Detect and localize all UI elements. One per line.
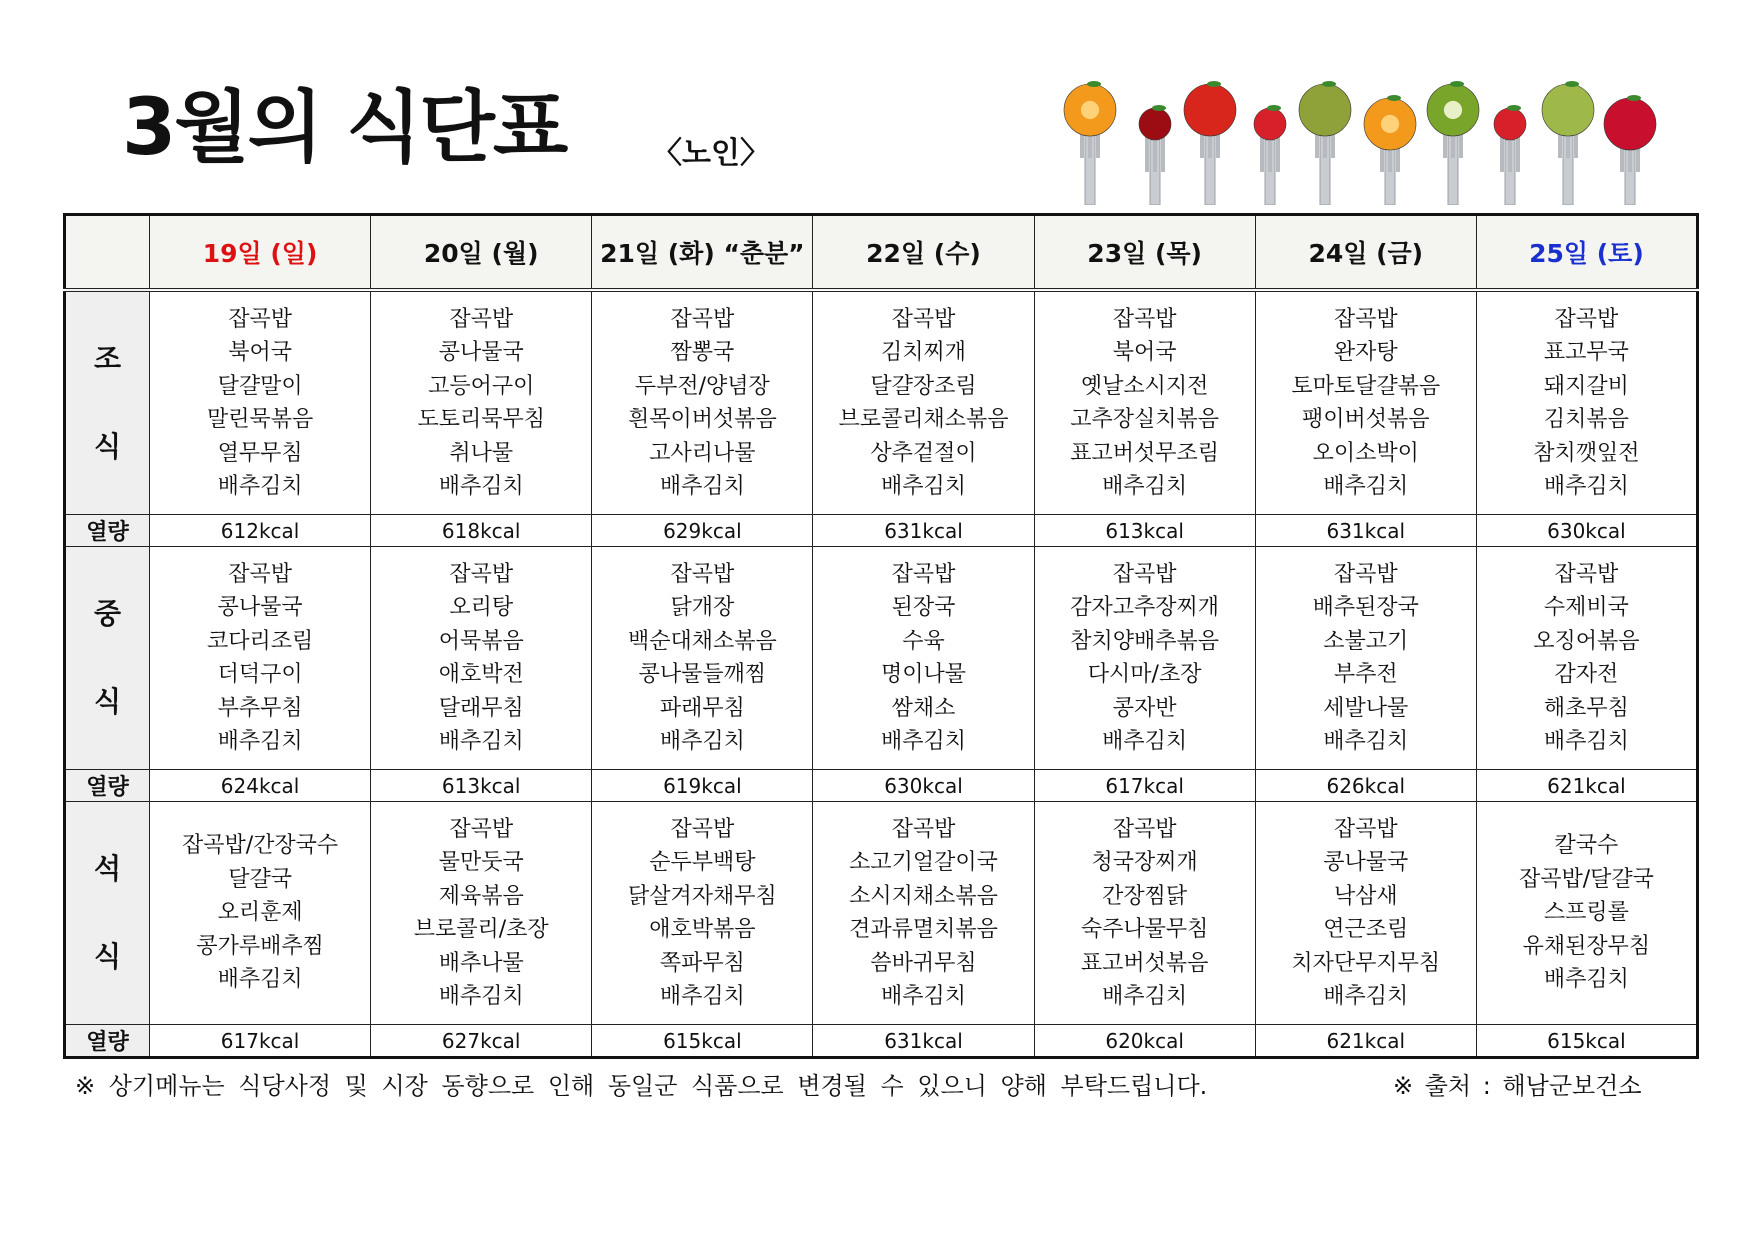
meal-label-bottom: 식 bbox=[93, 430, 122, 463]
dish-item: 고사리나물 bbox=[649, 440, 756, 466]
dish-item: 잡곡밥 bbox=[670, 561, 735, 587]
dish-item: 배추김치 bbox=[1102, 984, 1188, 1009]
kcal-value: 630kcal bbox=[1476, 515, 1697, 547]
source-note: ※ 출처 : 해남군보건소 bbox=[1393, 1072, 1642, 1100]
dish-item: 흰목이버섯볶음 bbox=[627, 407, 777, 432]
meal-label bbox=[65, 290, 150, 515]
dish-item: 낙삼새 bbox=[1333, 883, 1398, 909]
dish-item: 북어국 bbox=[1112, 340, 1177, 365]
kcal-value: 629kcal bbox=[592, 515, 813, 547]
dish-item: 배추김치 bbox=[1323, 984, 1409, 1009]
dish-item: 달걀장조림 bbox=[870, 373, 977, 399]
kiwi-icon bbox=[1427, 81, 1479, 205]
dish-item: 취나물 bbox=[449, 440, 514, 466]
dish-item: 참치깻잎전 bbox=[1533, 440, 1640, 466]
dish-item: 잡곡밥 bbox=[1333, 561, 1398, 587]
dish-item: 김치볶음 bbox=[1543, 407, 1629, 432]
menu-cell bbox=[371, 802, 592, 1025]
dish-item: 잡곡밥/간장국수 bbox=[181, 833, 339, 859]
kcal-value: 613kcal bbox=[1034, 515, 1255, 547]
dish-item: 칼국수 bbox=[1554, 833, 1619, 859]
dish-item: 배추나물 bbox=[438, 950, 524, 976]
dish-item: 잡곡밥 bbox=[449, 816, 514, 842]
dish-item: 닭살겨자채무침 bbox=[627, 883, 777, 909]
dish-item: 완자탕 bbox=[1333, 340, 1398, 365]
dish-item: 물만둣국 bbox=[438, 850, 524, 875]
meal-label-top: 조 bbox=[93, 342, 122, 375]
dish-item: 브로콜리채소볶음 bbox=[838, 407, 1009, 432]
menu-cell bbox=[1255, 802, 1476, 1025]
kcal-value: 630kcal bbox=[813, 770, 1034, 802]
dish-item: 배추김치 bbox=[1102, 729, 1188, 754]
kcal-label: 열량 bbox=[65, 770, 150, 802]
dish-item: 짬뽕국 bbox=[670, 340, 735, 365]
dish-item: 콩자반 bbox=[1112, 695, 1177, 721]
pickle-icon bbox=[1299, 81, 1351, 205]
kcal-value: 618kcal bbox=[371, 515, 592, 547]
dish-item: 감자고추장찌개 bbox=[1070, 595, 1220, 620]
menu-cell bbox=[1255, 547, 1476, 770]
dish-item: 백순대채소볶음 bbox=[627, 628, 777, 654]
dish-item: 잡곡밥 bbox=[228, 306, 292, 332]
meal-label-top: 석 bbox=[93, 852, 122, 885]
dish-item: 세발나물 bbox=[1323, 695, 1409, 721]
menu-cell bbox=[813, 290, 1034, 515]
dish-item: 배추김치 bbox=[1543, 729, 1629, 754]
menu-cell bbox=[1476, 802, 1697, 1025]
menu-cell bbox=[813, 802, 1034, 1025]
kcal-label: 열량 bbox=[65, 1025, 150, 1058]
dish-item: 배추김치 bbox=[880, 729, 966, 754]
dish-item: 견과류멸치볶음 bbox=[849, 917, 998, 942]
kcal-value: 631kcal bbox=[813, 1025, 1034, 1058]
meal-label bbox=[65, 802, 150, 1025]
meal-row bbox=[65, 290, 1698, 515]
dish-item: 표고무국 bbox=[1543, 340, 1629, 365]
menu-cell bbox=[1034, 802, 1255, 1025]
strawberry-icon bbox=[1494, 105, 1526, 205]
menu-cell bbox=[813, 547, 1034, 770]
dish-item: 상추겉절이 bbox=[870, 440, 977, 466]
dish-item: 도토리묵무침 bbox=[417, 407, 545, 432]
dish-item: 명이나물 bbox=[880, 662, 966, 687]
dish-item: 스프링롤 bbox=[1543, 900, 1629, 926]
dish-item: 배추김치 bbox=[1323, 474, 1409, 499]
menu-cell bbox=[150, 547, 371, 770]
dish-item: 달래무침 bbox=[438, 695, 524, 721]
dish-item: 어묵볶음 bbox=[438, 628, 524, 654]
dish-item: 돼지갈비 bbox=[1543, 373, 1629, 399]
dish-item: 씀바귀무침 bbox=[870, 950, 977, 976]
dish-item: 배추김치 bbox=[438, 729, 524, 754]
kcal-value: 626kcal bbox=[1255, 770, 1476, 802]
dish-item: 김치찌개 bbox=[880, 340, 966, 365]
dish-item: 잡곡밥/달걀국 bbox=[1518, 866, 1654, 892]
corner-cell bbox=[65, 215, 150, 291]
dish-item: 오리탕 bbox=[449, 595, 514, 620]
dish-item: 더덕구이 bbox=[217, 662, 303, 687]
kcal-row bbox=[65, 1025, 1698, 1058]
dish-item: 배추김치 bbox=[1323, 729, 1409, 754]
kcal-value: 617kcal bbox=[1034, 770, 1255, 802]
cherry-icon bbox=[1139, 105, 1171, 205]
dish-item: 달걀국 bbox=[228, 866, 292, 892]
menu-change-note: ※ 상기메뉴는 식당사정 및 시장 동향으로 인해 동일군 식품으로 변경될 수 있으니 양해 부탁드립니다. bbox=[75, 1072, 1208, 1100]
dish-item: 잡곡밥 bbox=[449, 561, 514, 587]
page-subtitle: 〈노인〉 bbox=[652, 136, 770, 171]
dish-item: 부추전 bbox=[1333, 662, 1398, 687]
menu-cell bbox=[150, 802, 371, 1025]
dish-item: 수제비국 bbox=[1543, 595, 1629, 620]
meal-label bbox=[65, 547, 150, 770]
kcal-value: 617kcal bbox=[150, 1025, 371, 1058]
dish-item: 브로콜리/초장 bbox=[413, 917, 549, 942]
dish-item: 제육볶음 bbox=[438, 883, 524, 909]
dish-item: 배추김치 bbox=[1543, 474, 1629, 499]
menu-cell bbox=[592, 290, 813, 515]
kcal-value: 627kcal bbox=[371, 1025, 592, 1058]
dish-item: 표고버섯무조림 bbox=[1070, 440, 1220, 466]
dish-item: 잡곡밥 bbox=[1554, 306, 1619, 332]
fruit-forks-illustration bbox=[1060, 70, 1700, 205]
dish-item: 오리훈제 bbox=[217, 900, 303, 926]
day-header: 22일 (수) bbox=[813, 215, 1034, 291]
dish-item: 잡곡밥 bbox=[1554, 561, 1619, 587]
day-header: 20일 (월) bbox=[371, 215, 592, 291]
kcal-value: 612kcal bbox=[150, 515, 371, 547]
orange-slice-icon bbox=[1364, 95, 1416, 205]
day-header: 25일 (토) bbox=[1476, 215, 1697, 291]
dish-item: 부추무침 bbox=[217, 695, 303, 721]
menu-cell bbox=[1476, 547, 1697, 770]
dish-item: 잡곡밥 bbox=[1333, 816, 1398, 842]
dish-item: 애호박전 bbox=[438, 662, 524, 687]
dish-item: 달걀말이 bbox=[217, 373, 303, 399]
dish-item: 해초무침 bbox=[1543, 695, 1629, 721]
kcal-value: 624kcal bbox=[150, 770, 371, 802]
dish-item: 배추김치 bbox=[659, 729, 745, 754]
dish-item: 말린묵볶음 bbox=[206, 407, 314, 432]
day-header: 24일 (금) bbox=[1255, 215, 1476, 291]
kcal-value: 631kcal bbox=[813, 515, 1034, 547]
menu-table bbox=[63, 213, 1699, 1059]
dish-item: 토마토달걀볶음 bbox=[1291, 373, 1441, 399]
dish-item: 애호박볶음 bbox=[649, 917, 756, 942]
kcal-value: 615kcal bbox=[1476, 1025, 1697, 1058]
dish-item: 배추된장국 bbox=[1312, 595, 1419, 620]
dish-item: 잡곡밥 bbox=[891, 561, 956, 587]
dish-item: 잡곡밥 bbox=[670, 816, 735, 842]
dish-item: 연근조림 bbox=[1323, 917, 1409, 942]
dish-item: 콩나물국 bbox=[438, 340, 524, 365]
meal-row bbox=[65, 547, 1698, 770]
dish-item: 잡곡밥 bbox=[1333, 306, 1398, 332]
dish-item: 북어국 bbox=[228, 340, 292, 365]
page-title: 3월의 식단표 bbox=[122, 83, 567, 173]
dish-item: 잡곡밥 bbox=[228, 561, 292, 587]
kcal-label: 열량 bbox=[65, 515, 150, 547]
meal-label-bottom: 식 bbox=[93, 940, 122, 973]
dish-item: 배추김치 bbox=[1102, 474, 1188, 499]
dish-item: 배추김치 bbox=[880, 474, 966, 499]
dish-item: 치자단무지무침 bbox=[1291, 950, 1441, 976]
dish-item: 잡곡밥 bbox=[891, 306, 956, 332]
kcal-value: 631kcal bbox=[1255, 515, 1476, 547]
dish-item: 청국장찌개 bbox=[1091, 850, 1198, 875]
dish-item: 배추김치 bbox=[880, 984, 966, 1009]
dish-item: 소불고기 bbox=[1323, 628, 1409, 654]
dish-item: 잡곡밥 bbox=[1112, 561, 1177, 587]
dish-item: 옛날소시지전 bbox=[1080, 373, 1209, 399]
strawberry-icon bbox=[1254, 105, 1286, 205]
dish-item: 배추김치 bbox=[659, 474, 745, 499]
dish-item: 쪽파무침 bbox=[659, 950, 745, 976]
kcal-value: 619kcal bbox=[592, 770, 813, 802]
meal-row bbox=[65, 802, 1698, 1025]
dish-item: 배추김치 bbox=[1543, 967, 1629, 993]
dish-item: 배추김치 bbox=[659, 984, 745, 1009]
kcal-value: 621kcal bbox=[1476, 770, 1697, 802]
dish-item: 배추김치 bbox=[217, 729, 303, 754]
cucumber-icon bbox=[1542, 81, 1594, 205]
dish-item: 콩나물국 bbox=[1323, 850, 1409, 875]
dish-item: 코다리조림 bbox=[206, 628, 314, 654]
dish-item: 소시지채소볶음 bbox=[849, 883, 998, 909]
dish-item: 파래무침 bbox=[659, 695, 745, 721]
dish-item: 배추김치 bbox=[438, 474, 524, 499]
dish-item: 잡곡밥 bbox=[670, 306, 735, 332]
kcal-row bbox=[65, 770, 1698, 802]
dish-item: 오이소박이 bbox=[1312, 440, 1419, 466]
radish-icon bbox=[1604, 95, 1656, 205]
menu-cell bbox=[592, 802, 813, 1025]
dish-item: 소고기얼갈이국 bbox=[849, 850, 998, 875]
kcal-value: 620kcal bbox=[1034, 1025, 1255, 1058]
kcal-value: 615kcal bbox=[592, 1025, 813, 1058]
day-header: 23일 (목) bbox=[1034, 215, 1255, 291]
menu-cell bbox=[371, 547, 592, 770]
dish-item: 콩나물국 bbox=[217, 595, 303, 620]
day-header: 19일 (일) bbox=[150, 215, 371, 291]
header-row bbox=[65, 215, 1698, 291]
dish-item: 열무무침 bbox=[217, 440, 303, 466]
dish-item: 콩가루배추찜 bbox=[196, 933, 324, 959]
dish-item: 배추김치 bbox=[217, 967, 303, 993]
dish-item: 잡곡밥 bbox=[891, 816, 956, 842]
dish-item: 쌈채소 bbox=[891, 695, 956, 721]
menu-cell bbox=[1034, 547, 1255, 770]
dish-item: 잡곡밥 bbox=[449, 306, 514, 332]
dish-item: 잡곡밥 bbox=[1112, 306, 1177, 332]
kcal-value: 613kcal bbox=[371, 770, 592, 802]
dish-item: 유채된장무침 bbox=[1522, 933, 1651, 959]
dish-item: 된장국 bbox=[891, 595, 956, 620]
kcal-value: 621kcal bbox=[1255, 1025, 1476, 1058]
menu-cell bbox=[1255, 290, 1476, 515]
kcal-row bbox=[65, 515, 1698, 547]
dish-item: 잡곡밥 bbox=[1112, 816, 1177, 842]
meal-label-top: 중 bbox=[93, 597, 122, 630]
dish-item: 배추김치 bbox=[217, 474, 303, 499]
dish-item: 다시마/초장 bbox=[1087, 662, 1202, 687]
menu-cell bbox=[1034, 290, 1255, 515]
dish-item: 간장찜닭 bbox=[1102, 883, 1188, 909]
dish-item: 배추김치 bbox=[438, 984, 524, 1009]
dish-item: 숙주나물무침 bbox=[1080, 917, 1209, 942]
orange-slice-icon bbox=[1064, 81, 1116, 205]
dish-item: 감자전 bbox=[1554, 662, 1619, 687]
day-header: 21일 (화) “춘분” bbox=[592, 215, 813, 291]
dish-item: 표고버섯볶음 bbox=[1080, 950, 1209, 976]
tomato-icon bbox=[1184, 81, 1236, 205]
dish-item: 콩나물들깨찜 bbox=[638, 662, 767, 687]
dish-item: 순두부백탕 bbox=[649, 850, 756, 875]
menu-cell bbox=[150, 290, 371, 515]
dish-item: 두부전/양념장 bbox=[634, 373, 770, 399]
dish-item: 참치양배추볶음 bbox=[1070, 628, 1220, 654]
menu-cell bbox=[592, 547, 813, 770]
dish-item: 팽이버섯볶음 bbox=[1302, 407, 1430, 432]
menu-cell bbox=[1476, 290, 1697, 515]
dish-item: 닭개장 bbox=[670, 595, 735, 620]
dish-item: 고등어구이 bbox=[428, 373, 535, 399]
dish-item: 고추장실치볶음 bbox=[1070, 407, 1220, 432]
dish-item: 오징어볶음 bbox=[1533, 628, 1640, 654]
dish-item: 수육 bbox=[902, 628, 945, 654]
menu-cell bbox=[371, 290, 592, 515]
meal-label-bottom: 식 bbox=[93, 685, 122, 718]
